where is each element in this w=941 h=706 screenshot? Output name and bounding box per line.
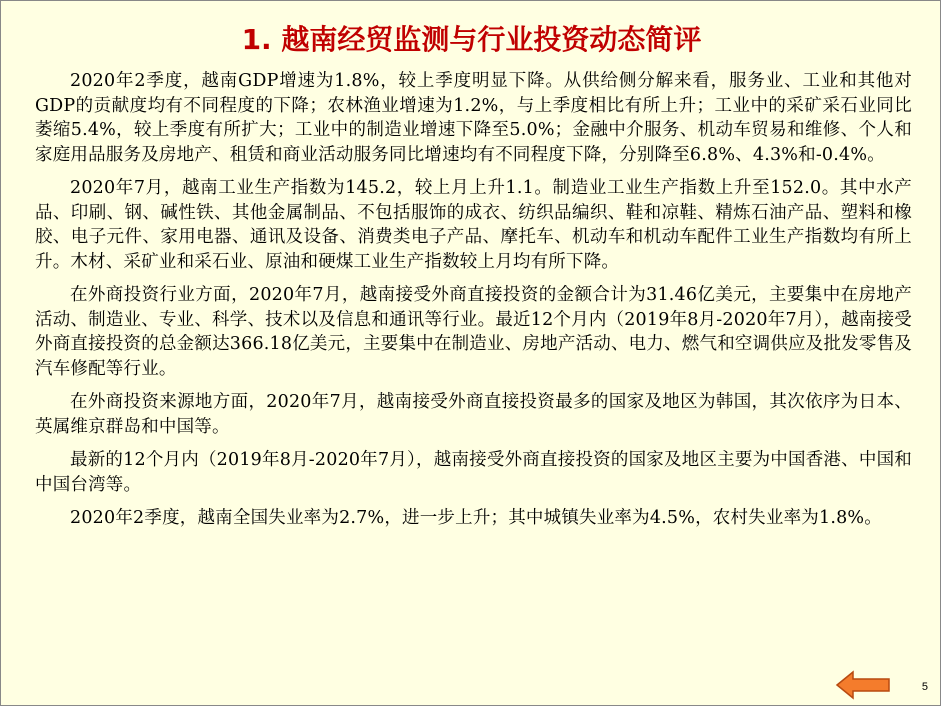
paragraph-industrial-production: 2020年7月，越南工业生产指数为145.2，较上月上升1.1。制造业工业生产指数上升至152.0。其中水产品、印刷、钢、碱性铁、其他金属制品、不包括服饰的成衣、纺织品编织、鞋和凉鞋、精炼石油产品、塑料和橡胶、电子元件、家用电器、通讯及设备、消费类电子产品、摩托车、机动车和机动车配件工业生产指数均有所上升。木材、采矿业和采石业、原油和硬煤工业生产指数较上月均有所下降。 — [35, 178, 912, 272]
slide-title: 1. 越南经贸监测与行业投资动态简评 — [241, 23, 702, 56]
left-arrow-icon — [835, 670, 891, 700]
paragraph-fdi-sources: 在外商投资来源地方面，2020年7月，越南接受外商直接投资最多的国家及地区为韩国，其次依序为日本、英属维京群岛和中国等。 — [35, 392, 912, 437]
page-number: 5 — [921, 681, 928, 693]
back-button[interactable] — [835, 670, 891, 700]
paragraph-fdi-12-months: 最新的12个月内（2019年8月-2020年7月），越南接受外商直接投资的国家及地区主要为中国香港、中国和中国台湾等。 — [35, 450, 912, 495]
slide-body — [35, 69, 912, 540]
paragraph-gdp: 2020年2季度，越南GDP增速为1.8%，较上季度明显下降。从供给侧分解来看，服务业、工业和其他对GDP的贡献度均有不同程度的下降；农林渔业增速为1.2%，与上季度相比有所上升；工业中的采矿采石业同比萎缩5.4%，较上季度有所扩大；工业中的制造业增速下降至5.0%；金融中介服务、机动车贸易和维修、个人和家庭用品服务及房地产、租赁和商业活动服务同比增速均有不同程度下降，分别降至6.8%、4.3%和-0.4%。 — [35, 71, 912, 165]
paragraph-unemployment: 2020年2季度，越南全国失业率为2.7%，进一步上升；其中城镇失业率为4.5%，农村失业率为1.8%。 — [70, 508, 882, 528]
paragraph-fdi-industries: 在外商投资行业方面，2020年7月，越南接受外商直接投资的金额合计为31.46亿美元，主要集中在房地产活动、制造业、专业、科学、技术以及信息和通讯等行业。最近12个月内（2019年8月-2020年7月），越南接受外商直接投资的总金额达366.18亿美元，主要集中在制造业、房地产活动、电力、燃气和空调供应及批发零售及汽车修配等行业。 — [35, 285, 912, 379]
